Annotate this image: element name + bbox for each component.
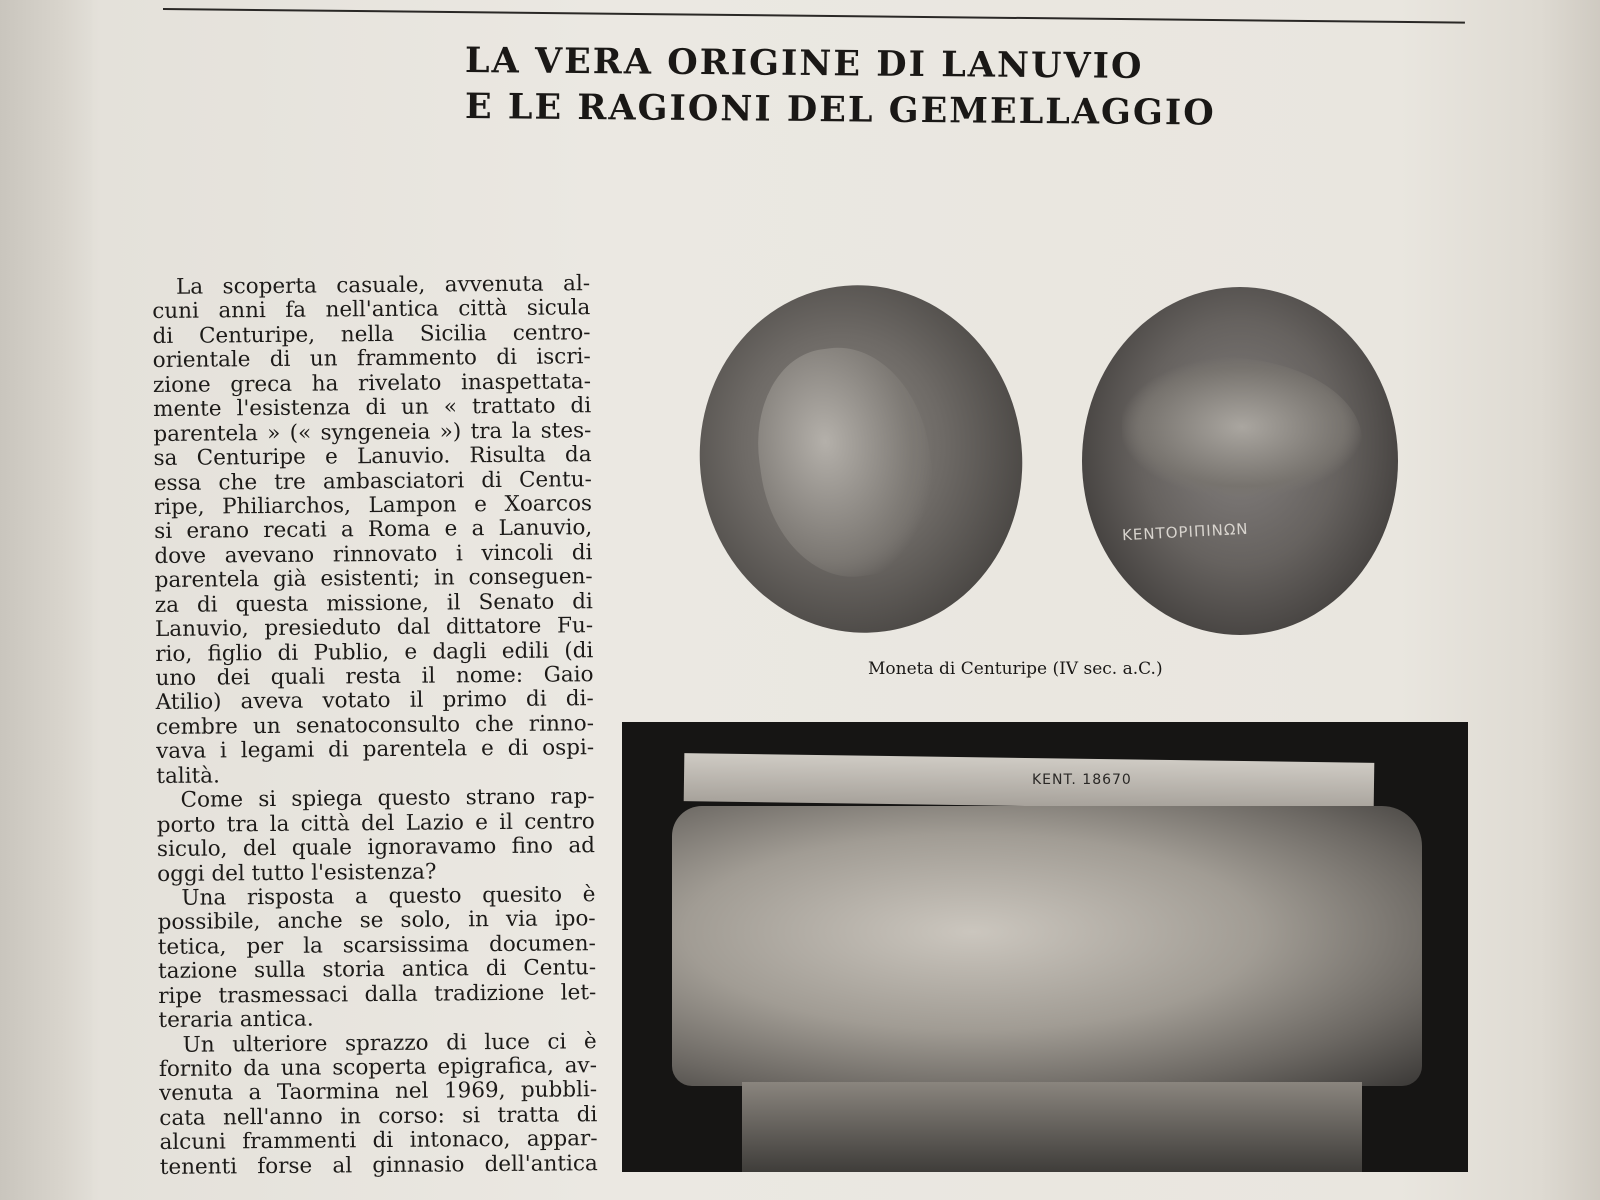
body-text-line: oggi del tutto l'esistenza?: [157, 859, 437, 887]
coin-caption: Moneta di Centuripe (IV sec. a.C.): [868, 659, 1163, 679]
body-text-line: alcuni frammenti di intonaco, appar-: [159, 1126, 598, 1156]
body-text-line: zione greca ha rivelato inaspettata-: [152, 368, 592, 398]
coin-reverse-image: [1082, 287, 1398, 635]
body-text-line: di Centuripe, nella Sicilia centro-: [152, 320, 591, 349]
body-text-line: siculo, del quale ignoravamo fino ad: [156, 833, 596, 863]
body-text-line: talità.: [156, 763, 220, 789]
page-gutter: [0, 0, 92, 1200]
body-text-line: cuni anni fa nell'antica città sicula: [152, 295, 591, 325]
body-text-line: cembre un senatoconsulto che rinno-: [155, 711, 595, 740]
relief-base: [742, 1082, 1362, 1172]
body-text-line: mente l'esistenza di un « trattato di: [153, 393, 592, 423]
body-text-line: tenenti forse al ginnasio dell'antica: [159, 1150, 598, 1180]
body-text-line: parentela » (« syngeneia ») tra la stes-: [153, 417, 592, 447]
body-text-line: Atilio) aveva votato il primo di di-: [155, 686, 594, 716]
article-title-line-2: E LE RAGIONI DEL GEMELLAGGIO: [464, 86, 1216, 134]
body-text-line: possibile, anche se solo, in via ipo-: [157, 906, 596, 936]
body-text-line: tetica, per la scarsissima documen-: [157, 930, 596, 960]
body-text-line: essa che tre ambasciatori di Centu-: [153, 466, 592, 496]
coin-head-relief: [745, 337, 945, 588]
body-text-line: venuta a Taormina nel 1969, pubbli-: [159, 1077, 598, 1107]
coin-legend: ΚΕΝΤΟΡΙΠΙΝΩΝ: [1121, 519, 1249, 545]
relief-inventory-label: KENT. 18670: [1032, 772, 1132, 788]
body-text-line: teraria antica.: [158, 1006, 314, 1034]
body-text-line: parentela già esistenti; in conseguen-: [154, 564, 593, 594]
body-text-line: uno dei quali resta il nome: Gaio: [155, 662, 594, 691]
header-rule: [163, 8, 1465, 24]
body-text-line: Lanuvio, presieduto dal dittatore Fu-: [154, 613, 594, 643]
coin-lion-relief: [1122, 357, 1362, 497]
body-text-line: dove avevano rinnovato i vincoli di: [154, 539, 593, 569]
body-text-line: Un ulteriore sprazzo di luce ci è: [182, 1028, 597, 1058]
body-text-line: Una risposta a questo quesito è: [181, 882, 596, 911]
body-text-line: ripe, Philiarchos, Lampon e Xoarcos: [153, 491, 593, 520]
body-text-line: cata nell'anno in corso: si tratta di: [159, 1102, 598, 1131]
body-text-line: vava i legami di parentela e di ospi-: [156, 735, 595, 765]
body-text-line: za di questa missione, il Senato di: [154, 588, 593, 618]
article-title-line-1: LA VERA ORIGINE DI LANUVIO: [464, 40, 1144, 87]
body-text-line: sa Centuripe e Lanuvio. Risulta da: [153, 442, 592, 472]
body-text-line: Come si spiega questo strano rap-: [180, 784, 595, 813]
article-body-column: [152, 272, 598, 1180]
relief-photo: [622, 722, 1468, 1172]
body-text-line: porto tra la città del Lazio e il centro: [156, 808, 595, 838]
body-text-line: si erano recati a Roma e a Lanuvio,: [154, 515, 593, 545]
body-text-line: rio, figlio di Publio, e dagli edili (di: [155, 637, 594, 667]
body-text-line: fornito da una scoperta epigrafica, av-: [158, 1053, 598, 1082]
body-text-line: tazione sulla storia antica di Centu-: [157, 955, 597, 985]
coin-obverse-image: [677, 264, 1044, 653]
body-text-line: ripe trasmessaci dalla tradizione let-: [158, 979, 597, 1009]
relief-animals: [672, 806, 1422, 1086]
body-text-line: La scoperta casuale, avvenuta al-: [175, 271, 591, 300]
body-text-line: orientale di un frammento di iscri-: [152, 344, 591, 374]
relief-slab: [684, 753, 1375, 811]
